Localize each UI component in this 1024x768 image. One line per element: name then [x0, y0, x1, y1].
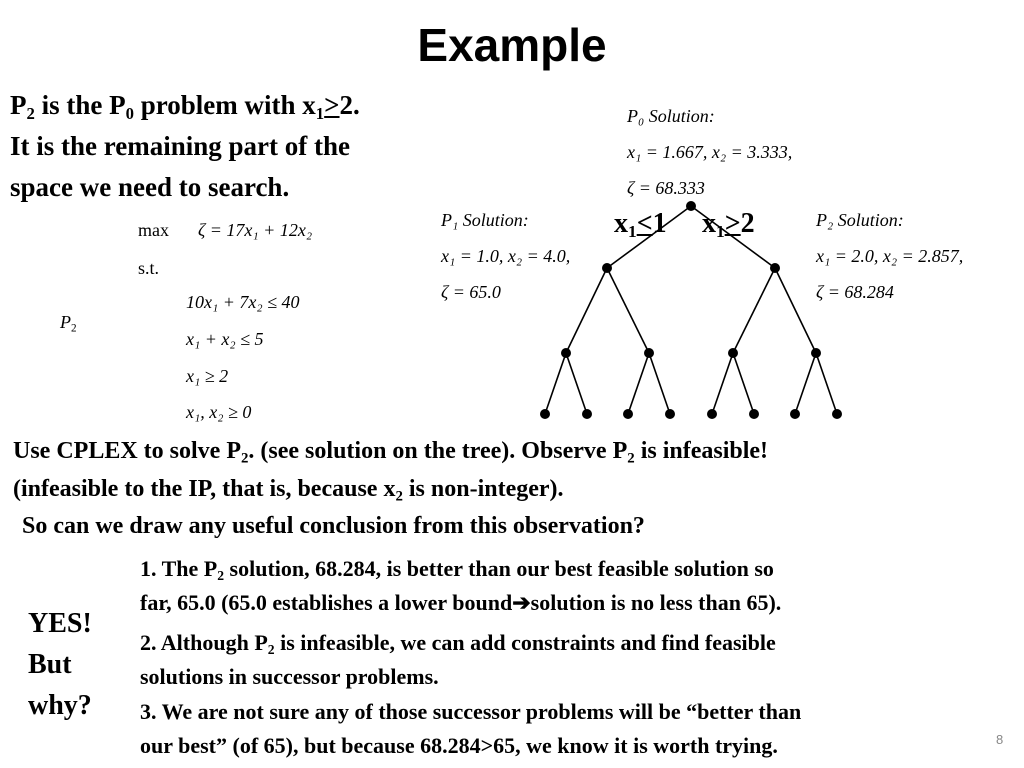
edge: [775, 268, 816, 353]
edge: [649, 353, 670, 414]
node: [811, 348, 821, 358]
point-text: 1. The P: [140, 556, 218, 581]
yes-line-3: why?: [28, 690, 92, 721]
node: [644, 348, 654, 358]
yes-line-2: But: [28, 649, 72, 680]
p0-objective: ζ = 68.333: [627, 178, 705, 198]
intro-sub: 2: [26, 104, 35, 124]
branch-var: x: [614, 208, 628, 239]
intro-operator: >: [324, 90, 340, 120]
constraint-1: 10x₁ + 7x₂ ≤ 40: [186, 292, 300, 312]
page-number: 8: [996, 732, 1004, 747]
node-leaf: [623, 409, 633, 419]
edge: [628, 353, 649, 414]
point-text: far, 65.0 (65.0 establishes a lower bound: [140, 590, 513, 615]
point-text: solution, 68.284, is better than our best feasible solution so: [224, 556, 774, 581]
point-text: solution is no less than 65).: [530, 590, 782, 615]
constraint-3: x₁ ≥ 2: [186, 366, 229, 386]
arrow-right-icon: ➔: [512, 590, 531, 615]
problem-label-sub: 2: [71, 322, 77, 335]
p2-solution: [816, 202, 963, 310]
node-leaf: [540, 409, 550, 419]
yes-block: [28, 603, 92, 726]
branch-sub: 1: [628, 222, 637, 242]
edge: [733, 353, 754, 414]
edge: [607, 268, 649, 353]
point-sub: 2: [217, 568, 225, 584]
st-label: s.t.: [138, 258, 160, 278]
body-sub: 2: [395, 488, 403, 505]
body-line-2: [13, 476, 564, 503]
point-sub: 2: [267, 642, 275, 658]
branch-val: 1: [652, 208, 667, 239]
node-leaf: [582, 409, 592, 419]
node-leaf: [749, 409, 759, 419]
p2-objective: ζ = 68.284: [816, 282, 894, 302]
intro-p: P: [10, 90, 27, 120]
intro-text-part: problem with x: [134, 90, 316, 120]
node-leaf: [665, 409, 675, 419]
node-leaf: [790, 409, 800, 419]
intro-line-3: space we need to search.: [10, 172, 290, 202]
branch-var: x: [702, 208, 716, 239]
node: [728, 348, 738, 358]
body-text-part: is infeasible!: [634, 438, 769, 464]
edge: [566, 353, 587, 414]
edge: [795, 353, 816, 414]
p1-solution: [441, 202, 570, 310]
slide-title: Example: [417, 19, 607, 71]
edge: [566, 268, 607, 353]
body-text-part: Use CPLEX to solve P: [13, 438, 241, 464]
point-2-line-2: solutions in successor problems.: [140, 664, 439, 689]
node-p2: [770, 263, 780, 273]
body-text-part: is non-integer).: [402, 476, 564, 502]
branch-op: >: [724, 208, 741, 239]
constraint-4: x₁, x₂ ≥ 0: [186, 402, 252, 422]
edge: [733, 268, 775, 353]
p0-label: P₀ Solution:: [627, 106, 715, 126]
p2-values: x₁ = 2.0, x₂ = 2.857,: [816, 246, 964, 266]
p1-values: x₁ = 1.0, x₂ = 4.0,: [441, 246, 571, 266]
intro-sub: 0: [125, 104, 134, 124]
edge: [816, 353, 837, 414]
point-3-line-2: our best” (of 65), but because 68.284>65, we know it is worth trying.: [140, 733, 778, 758]
p1-objective: ζ = 65.0: [441, 282, 501, 302]
p2-label: P₂ Solution:: [816, 210, 904, 230]
point-2-line-1: [140, 630, 776, 656]
intro-line-2: It is the remaining part of the: [10, 131, 350, 161]
right-branch-label: [702, 208, 755, 240]
body-line-3: So can we draw any useful conclusion from this observation?: [22, 513, 645, 539]
left-branch-label: [614, 208, 667, 240]
node-p1: [602, 263, 612, 273]
node-leaf: [707, 409, 717, 419]
yes-line-1: YES!: [28, 608, 92, 639]
branch-sub: 1: [716, 222, 725, 242]
node: [561, 348, 571, 358]
body-text-part: (infeasible to the IP, that is, because x: [13, 476, 396, 502]
p1-label: P₁ Solution:: [441, 210, 529, 230]
node-leaf: [832, 409, 842, 419]
branch-op: <: [636, 208, 653, 239]
max-label: max: [138, 220, 169, 240]
edge: [712, 353, 733, 414]
intro-text-part: 2.: [339, 90, 360, 120]
point-text: 2. Although P: [140, 630, 268, 655]
problem-label-letter: P: [60, 312, 71, 332]
branch-val: 2: [740, 208, 755, 239]
point-1-line-1: [140, 556, 774, 582]
intro-sub: 1: [315, 104, 325, 124]
constraint-2: x₁ + x₂ ≤ 5: [186, 329, 264, 349]
point-text: is infeasible, we can add constraints and find feasible: [274, 630, 776, 655]
body-sub: 2: [240, 450, 249, 467]
point-3-line-1: 3. We are not sure any of those successor problems will be “better than: [140, 699, 802, 724]
p0-solution: [627, 98, 792, 206]
p0-values: x₁ = 1.667, x₂ = 3.333,: [627, 142, 793, 162]
objective: ζ = 17x₁ + 12x₂: [198, 220, 313, 240]
body-line-1: [13, 438, 768, 465]
point-1-line-2: [140, 590, 781, 616]
intro-text-part: is the P: [34, 90, 126, 120]
body-sub: 2: [627, 450, 635, 467]
body-text-part: . (see solution on the tree). Observe P: [248, 438, 628, 464]
edge: [545, 353, 566, 414]
